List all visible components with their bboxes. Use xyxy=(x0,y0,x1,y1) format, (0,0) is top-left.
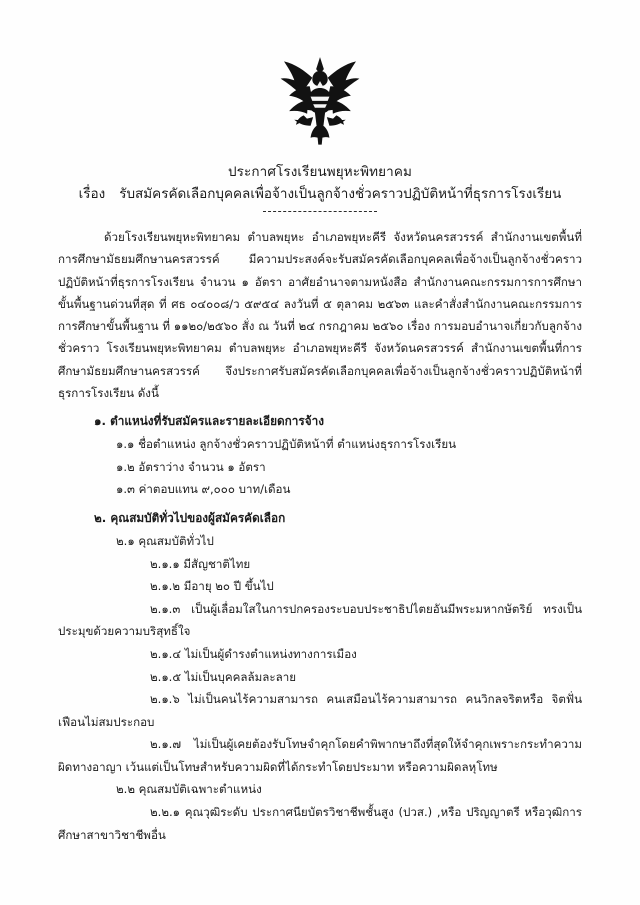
section-1-heading: ๑. ตำแหน่งที่รับสมัครและรายละเอียดการจ้าง xyxy=(94,414,325,429)
emblem-container xyxy=(0,0,640,152)
section-1-item-2: ๑.๒ อัตราว่าง จำนวน ๑ อัตรา xyxy=(116,459,266,474)
section-1 xyxy=(58,410,582,501)
subject-text: รับสมัครคัดเลือกบุคคลเพื่อจ้างเป็นลูกจ้างชั่วคราวปฏิบัติหน้าที่ธุรการโรงเรียน xyxy=(119,186,562,203)
section-2-heading: ๒. คุณสมบัติทั่วไปของผู้สมัครคัดเลือก xyxy=(94,510,286,525)
document-title: ประกาศโรงเรียนพยุหะพิทยาคม xyxy=(228,164,412,180)
section-2-item-1-3: ๒.๑.๓ เป็นผู้เลื่อมใสในการปกครองระบอบประชาธิปไตยอันมีพระมหากษัตริย์ ทรงเป็น ประมุขด้วยความบริสุทธิ์ใจ xyxy=(58,601,582,639)
section-2-item-1-4: ๒.๑.๔ ไม่เป็นผู้ดำรงตำแหน่งทางการเมือง xyxy=(150,646,357,661)
section-2-item-2-1: ๒.๒.๑ คุณวุฒิระดับ ประกาศนียบัตรวิชาชีพชั้นสูง (ปวส.) ,หรือ ปริญญาตรี หรือวุฒิการศึกษาสาขาวิชาชีพอื่น xyxy=(58,805,582,842)
section-2-item-1-1: ๒.๑.๑ มีสัญชาติไทย xyxy=(150,556,251,571)
section-2-item-1: ๒.๑ คุณสมบัติทั่วไป xyxy=(116,533,214,548)
garuda-emblem xyxy=(268,52,372,148)
subject-line xyxy=(0,184,640,205)
section-2-item-1-6: ๒.๑.๖ ไม่เป็นคนไร้ความสามารถ คนเสมือนไร้ความสามารถ คนวิกลจริตหรือ จิตฟั่นเฟือนไม่สมประกอบ xyxy=(58,692,582,729)
section-1-item-3: ๑.๓ ค่าตอบแทน ๙,๐๐๐ บาท/เดือน xyxy=(116,482,291,497)
section-2-item-1-2: ๒.๑.๒ มีอายุ ๒๐ ปี ขึ้นไป xyxy=(150,579,274,594)
section-2-item-1-7: ๒.๑.๗ ไม่เป็นผู้เคยต้องรับโทษจำคุกโดยคำพิพากษาถึงที่สุดให้จำคุกเพราะกระทำความผิดทางอาญา เว้นแต่เป็นโทษสำหรับความผิดที่ได้กระทำโดยประมาท หรือความผิดลหุโทษ xyxy=(58,737,582,774)
section-2 xyxy=(58,507,582,846)
section-2-item-2: ๒.๒ คุณสมบัติเฉพาะตำแหน่ง xyxy=(116,782,262,797)
section-2-item-1-5: ๒.๑.๕ ไม่เป็นบุคคลล้มละลาย xyxy=(150,669,297,684)
section-1-item-1: ๑.๑ ชื่อตำแหน่ง ลูกจ้างชั่วคราวปฏิบัติหน้าที่ ตำแหน่งธุรการโรงเรียน xyxy=(116,437,457,452)
preamble-paragraph: ด้วยโรงเรียนพยุหะพิทยาคม ตำบลพยุหะ อำเภอพยุหะคีรี จังหวัดนครสวรรค์ สำนักงานเขตพื้นที่การศึกษามัธยมศึกษานครสวรรค์ มีความประสงค์จะรับสมัครคัดเลือกบุคคลเพื่อจ้างเป็นลูกจ้างชั่วคราวปฏิบัติหน้าที่ธุรการโรงเรียน จำนวน ๑ อัตรา อาศัยอำนาจตามหนังสือ สำนักงานคณะกรรมการการศึกษา ขั้นพื้นฐานด่วนที่สุด ที่ ศธ ๐๔๐๐๘/ว ๕๙๕๔ ลงวันที่ ๕ ตุลาคม ๒๕๖๓ และคำสั่งสำนักงานคณะกรรมการการศึกษาขั้นพื้นฐาน ที่ ๑๑๒๐/๒๕๖๐ สั่ง ณ วันที่ ๒๔ กรกฎาคม ๒๕๖๐ เรื่อง การมอบอำนาจเกี่ยวกับลูกจ้างชั่วคราว โรงเรียนพยุหะพิทยาคม ตำบลพยุหะ อำเภอพยุหะคีรี จังหวัดนครสวรรค์ สำนักงานเขตพื้นที่การศึกษามัธยมศึกษานครสวรรค์ จึงประกาศรับสมัครคัดเลือกบุคคลเพื่อจ้างเป็นลูกจ้างชั่วคราวปฏิบัติหน้าที่ธุรการโรงเรียน ดังนี้ xyxy=(58,230,582,400)
document-body xyxy=(0,212,640,846)
subject-label: เรื่อง xyxy=(78,186,106,203)
